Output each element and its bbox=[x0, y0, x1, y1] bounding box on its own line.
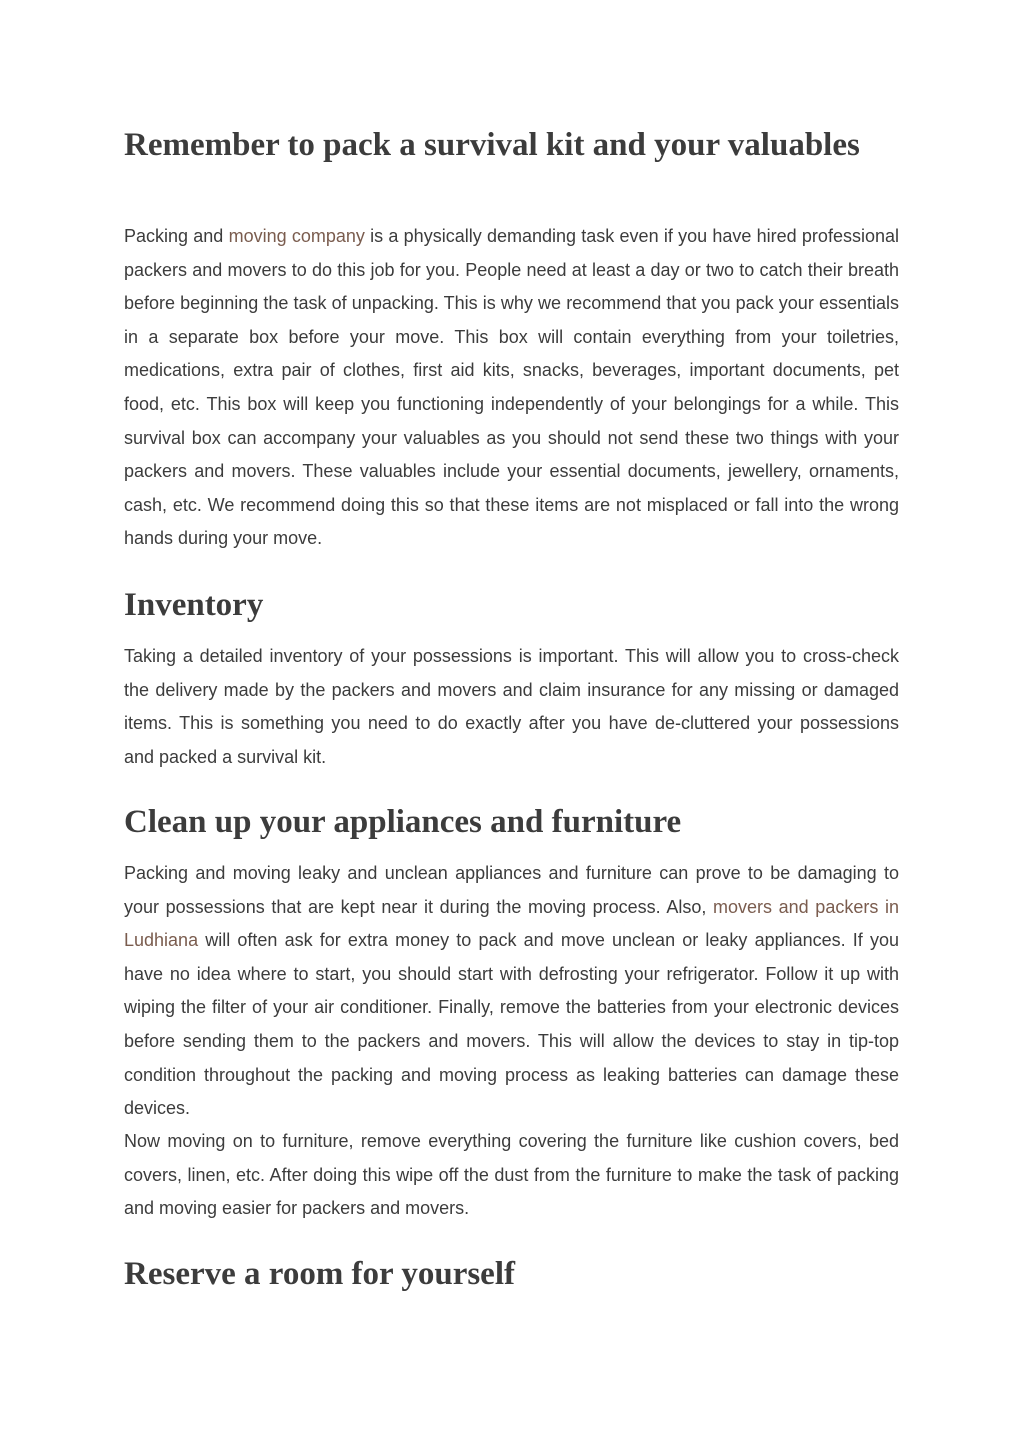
heading-survival-kit: Remember to pack a survival kit and your valuables bbox=[124, 127, 860, 163]
paragraph-text: is a physically demanding task even if you have hired professional packers and movers to do this job for you. People need at least a day or two to catch their breath before beginning the task of unpacking. This is why we recommend that you pack your essentials in a separate box before your move. This box will contain everything from your toiletries, medications, extra pair of clothes, first aid kits, snacks, beverages, important documents, pet food, etc. This box will keep you functioning independently of your belongings for a while. This survival box can accompany your valuables as you should not send these two things with your packers and movers. These valuables include your essential documents, jewellery, ornaments, cash, etc. We recommend doing this so that these items are not misplaced or fall into the wrong hands during your move. bbox=[124, 226, 899, 549]
paragraph-furniture: Now moving on to furniture, remove everything covering the furniture like cushion covers, bed covers, linen, etc. After doing this wipe off the dust from the furniture to make the task of packing and moving easier for packers and movers. bbox=[124, 1131, 899, 1219]
heading-reserve-room: Reserve a room for yourself bbox=[124, 1256, 515, 1292]
heading-inventory: Inventory bbox=[124, 587, 264, 623]
paragraph-survival-kit bbox=[124, 220, 899, 556]
heading-clean-up: Clean up your appliances and furniture bbox=[124, 804, 682, 840]
paragraph-text: Packing and moving leaky and unclean appliances and furniture can prove to be damaging to your possessions that are kept near it during the moving process. Also, bbox=[124, 863, 899, 917]
moving-company-link[interactable]: moving company bbox=[228, 226, 365, 246]
paragraph-text: will often ask for extra money to pack and move unclean or leaky appliances. If you have no idea where to start, you should start with defrosting your refrigerator. Follow it up with wiping the filter of your air conditioner. Finally, remove the batteries from your electronic devices before sending them to the packers and movers. This will allow the devices to stay in tip-top condition throughout the packing and moving process as leaking batteries can damage these devices. bbox=[124, 930, 899, 1119]
paragraph-text: Packing and bbox=[124, 226, 229, 246]
paragraph-clean-up bbox=[124, 857, 899, 1126]
paragraph-inventory: Taking a detailed inventory of your possessions is important. This will allow you to cross-check the delivery made by the packers and movers and claim insurance for any missing or damaged items. This is something you need to do exactly after you have de-cluttered your possessions and packed a survival kit. bbox=[124, 646, 899, 767]
movers-packers-ludhiana-link[interactable]: movers and packers in Ludhiana bbox=[124, 896, 899, 951]
